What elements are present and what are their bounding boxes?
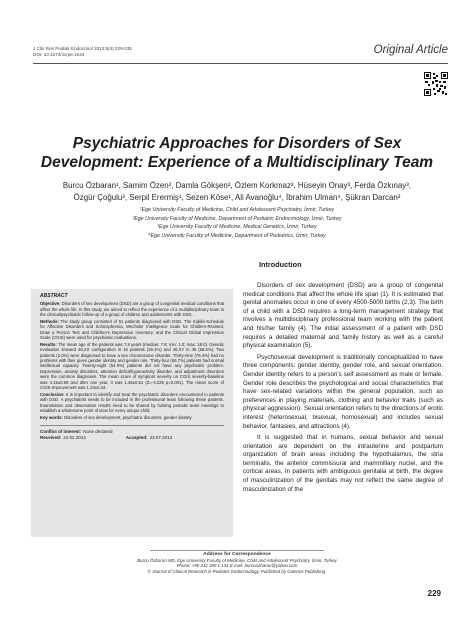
methods-text: The study group consisted of 51 patients diagnosed with DSD. The Kiddie-Schedule for Affective Disorders and Schizophrenia, Wechsler Intelligence Scale for Children-Revised, Draw a Person Test and Children's Depression Inventory, and the Clinical Global Impression Scale (CGIS) were used for psychiatric evaluations.	[40, 318, 224, 341]
results-text: The mean age of the patients was 7.8 years (median: 7.8; min: 1.0; max: 18.0). Genetic evaluation showed 46,XX configuration in 15 patients (29.4%) and 46,XY in 35 (68.6%). Two patients (2.0%) were diagnosed to have a sex chromosome disorder. Thirty-nine (76.4%) had no problems with their given gender identity and gender role. Thirty-four (66.7%) patients had normal intellectual capacity. Twenty-eight (54.9%) patients did not have any psychiatric problem. Depression, anxiety disorders, attention deficit/hyperactivity disorder, and adjustment disorders were the common diagnoses. The mean score of symptom severity on CGIS severity-baseline was 4.15±0.69 and after one year, it was 1.46±0.51 (Z=-3.226 p=0.001). The mean score of CGIS-Improvement was 1.23±0.44.	[40, 341, 225, 391]
abstract-objective	[40, 301, 224, 317]
title-line: Psychiatric Approaches for Disorders of Sex	[72, 135, 402, 152]
results-label: Results:	[40, 341, 57, 347]
correspondence-line: Phone: +90 232 390 1 134 E-mail: burcuozbaran@yahoo.com	[176, 563, 298, 569]
correspondence-heading: Address for Correspondence	[203, 552, 271, 557]
methods-label: Methods:	[40, 318, 59, 324]
intro-paragraph: Disorders of sex development (DSD) are a group of congenital medical conditions that affect the whole life span (1). It is estimated that genital anomalies occur in one of every 4500-5000 births (2,3). The birth of a child with a DSD requires a long-term management strategy that involves a multidisciplinary professional team working with the patient and his/her family (4). The initial assessment of a patient with DSD requires a detailed maternal and family history as well as a careful physical examination (5).	[243, 282, 443, 350]
objective-label: Objective:	[40, 301, 61, 307]
objective-text: Disorders of sex development (DSD) are a group of congenital medical conditions that affect the whole life. In this study, we aimed to reflect the experience of a multidisciplinary team in the clinical/psychiatric follow-up of a group of children and adolescents with DSD.	[40, 301, 224, 318]
article-title	[30, 134, 444, 172]
page-number: 229	[427, 589, 441, 598]
copyright-line: © Journal of Clinical Research in Pediatric Endocrinology, Published by Galenos Publishing.	[147, 569, 327, 575]
author-list	[20, 180, 454, 203]
title-line: Development: Experience of a Multidisciplinary Team	[40, 154, 434, 171]
intro-paragraph: Psychosexual development is traditionally conceptualized to have three components: gender identity, gender role, and sexual orientation. Gender identity refers to a person's self assessment as male or female. Gender role describes the psychological and social characteristics that have sex-related variations within the general population, such as preferences in playing materials, clothing and behavior traits (such as physical aggression). Sexual orientation refers to the directions of erotic interest (heterosexual, bisexual, homosexual) and includes sexual behavior, fantasies, and attractions (4).	[243, 353, 443, 430]
affiliation-item: ⁴Ege University Faculty of Medicine, Department of Pediatrics, İzmir, Turkey	[148, 232, 326, 239]
keywords-label: Key words:	[40, 414, 63, 420]
qr-code-icon	[424, 72, 448, 96]
authors-line: Özgür Çoğulu³, Serpil Erermiş¹, Sezen Köse¹, Ali Avanoğlu⁴, İbrahim Ulman⁴, Şükran Darcan²	[73, 192, 401, 202]
affiliation-item: ¹Ege University Faculty of Medicine, Child and Adolescent Psychiatry, İzmir, Turkey	[139, 207, 335, 213]
affiliation-item: ³Ege University Faculty of Medicine, Medical Genetics, İzmir, Turkey	[157, 224, 317, 231]
accepted-label: Accepted:	[125, 435, 148, 441]
header-divider	[33, 63, 448, 64]
dates-line	[40, 435, 224, 442]
abstract-heading: ABSTRACT	[40, 293, 68, 299]
journal-citation	[33, 46, 132, 58]
authors-line: Burcu Özbaran¹, Samim Özen², Damla Gökşen², Özlem Korkmaz², Hüseyin Onay³, Ferda Özkınay³,	[62, 181, 412, 190]
article-type-label: Original Article	[373, 44, 448, 56]
abstract-divider	[40, 425, 224, 426]
accepted-date: 23.07.2013	[149, 435, 173, 441]
conclusion-label: Conclusion:	[40, 391, 65, 397]
keywords-text: Disorders of sex development, psychiatric disorders, gender identity	[64, 414, 192, 420]
abstract-conclusion	[40, 392, 224, 414]
abstract-results	[40, 342, 224, 391]
coi-text: None declared	[83, 428, 113, 434]
introduction-body	[243, 282, 443, 497]
correspondence-line: Burcu Özbaran MD, Ege University Faculty of Medicine, Child and Adolescent Psychiatry, İzmir, Turkey	[137, 557, 337, 563]
journal-citation-line: J Clin Res Pediatr Endocrinol 2013;5(4):229-235	[33, 46, 132, 51]
abstract-box	[31, 289, 233, 537]
correspondence-block	[40, 552, 434, 575]
introduction-heading: Introduction	[259, 260, 302, 269]
abstract-keywords	[40, 415, 224, 420]
correspondence-divider	[150, 550, 324, 551]
received-label: Received:	[40, 435, 62, 441]
affiliations	[30, 206, 444, 240]
affiliation-item: ²Ege University Faculty of Medicine, Department of Pediatric Endocrinology, İzmir, Turkey	[132, 215, 342, 222]
coi-label: Conflict of interest:	[40, 428, 82, 434]
conclusion-text: It is important to identify and treat the psychiatric disorders encountered in patients with DSD. A psychiatrist needs to be included in the professional team following these patients. Examination and observation results need to be shared by holding periodic team meetings to establish a wholesome point of view for every unique child.	[40, 391, 224, 414]
received-date: 22.02.2013	[63, 435, 86, 441]
intro-paragraph: It is suggested that in humans, sexual behavior and sexual orientation are dependent on the intrauterine and postpartum organization of brain areas including the hypothalamus, the stria terminalis, the anterior commissural and mammillary nuclei, and the cortical areas. In patients with ambiguous genitalia at birth, the degree of masculinization of the genitals may not reflect the same degree of masculinization of the	[243, 434, 443, 493]
abstract-methods	[40, 319, 224, 341]
doi-line: DOI: 10.4274/Jcrpe.1044	[33, 52, 85, 57]
